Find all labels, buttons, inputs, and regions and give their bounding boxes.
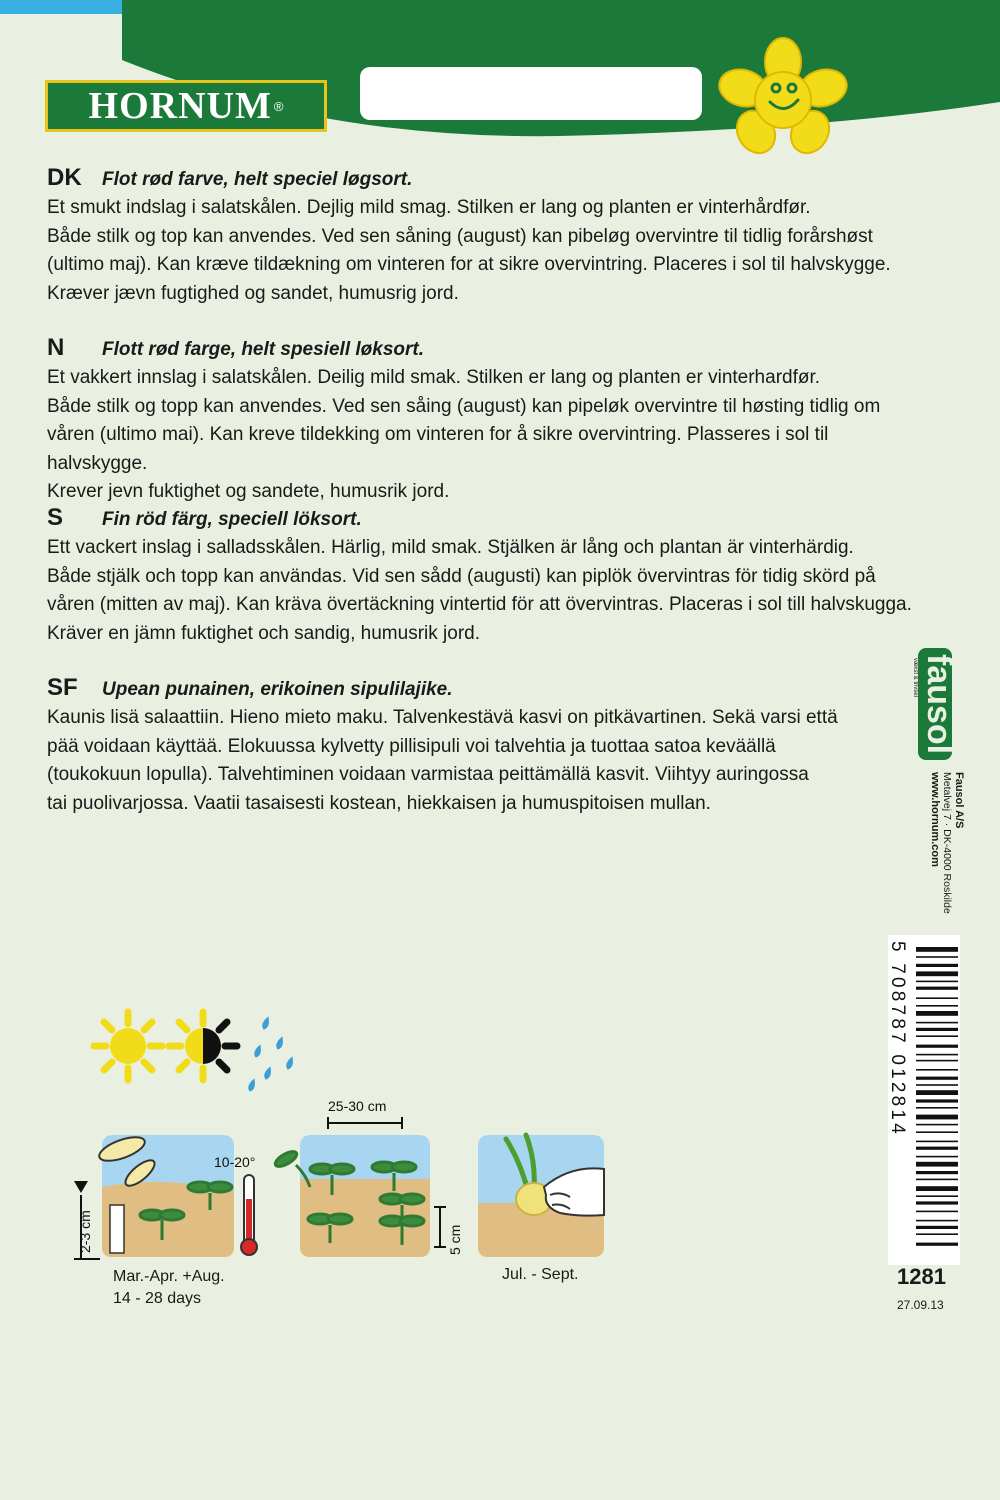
row-depth-label: 5 cm	[447, 1224, 463, 1255]
flower-mascot-icon	[718, 40, 848, 155]
language-code: SF	[47, 674, 78, 701]
brand-name: HORNUM	[88, 85, 272, 127]
company-website: www.hornum.com	[929, 772, 941, 867]
language-code: N	[47, 334, 65, 361]
body-line: Ett vackert inslag i salladsskålen. Härlig, mild smak. Stjälken är lång och plantan är vinterhärdig.	[47, 537, 854, 558]
sowing-panel	[74, 1132, 234, 1259]
section-s	[47, 504, 927, 648]
germination-time: 14 - 28 days	[113, 1290, 202, 1307]
print-date: 27.09.13	[897, 1298, 944, 1312]
body-line: Både stilk og top kan anvendes. Ved sen såning (august) kan pibeløg overvintre til tidlig forårshøst	[47, 225, 873, 247]
company-name: Fausol A/S	[953, 772, 965, 829]
hornum-logo	[45, 80, 327, 132]
body-line: Kræver jævn fugtighed og sandet, humusrig jord.	[47, 282, 459, 304]
distributor-block	[900, 640, 965, 940]
registered-mark: ®	[273, 98, 284, 114]
body-line: (ultimo maj). Kan kræve tildækning om vinteren for at sikre overvintring. Placeres i sol til halvskygge.	[47, 254, 891, 275]
body-line: pää voidaan käyttää. Elokuussa kylvetty pillisipuli voi talvehtia ja tuottaa satoa keväällä	[47, 735, 776, 757]
fausol-tagline: vækst & trivsel	[912, 658, 918, 698]
section-body	[47, 534, 927, 648]
harvest-period: Jul. - Sept.	[502, 1266, 579, 1283]
depth-label: 2-3 cm	[77, 1210, 93, 1253]
company-address: Metalvej 7 · DK-4000 Roskilde	[941, 772, 953, 914]
half-sun-icon	[169, 1012, 237, 1080]
language-code: DK	[47, 164, 82, 191]
variety-name-box	[360, 67, 702, 120]
section-n	[47, 334, 927, 507]
body-line: Et vakkert innslag i salatskålen. Deilig mild smak. Stilken er lang og planten er vinterhardfør.	[47, 367, 821, 388]
barcode	[888, 935, 960, 1265]
body-line: våren (mitten av maj). Kan kräva övertäckning vintertid för att övervintras. Placeras i sol till halvskugga.	[47, 594, 912, 615]
harvest-panel	[478, 1135, 604, 1257]
section-subtitle: Fin röd färg, speciell löksort.	[102, 509, 362, 530]
barcode-digits: 5 708787 012814	[887, 941, 908, 1137]
body-line: Et smukt indslag i salatskålen. Dejlig mild smag. Stilken er lang og planten er vinterhårdfør.	[47, 197, 811, 218]
section-body	[47, 194, 927, 308]
water-drops-icon	[247, 1015, 295, 1092]
section-body	[47, 704, 927, 818]
language-code: S	[47, 504, 64, 531]
body-line: tai puolivarjossa. Vaatii tasaisesti kostean, hiekkaisen ja humuspitoisen mullan.	[47, 792, 711, 814]
body-line: Krever jevn fuktighet og sandete, humusrik jord.	[47, 481, 450, 502]
section-subtitle: Flot rød farve, helt speciel løgsort.	[102, 169, 413, 190]
temperature-label: 10-20°	[214, 1154, 256, 1170]
body-line: Kaunis lisä salaattiin. Hieno mieto maku. Talvenkestävä kasvi on pitkävartinen. Sekä varsi että	[47, 707, 838, 728]
full-sun-icon	[94, 1012, 162, 1080]
body-line: Kräver en jämn fuktighet och sandig, humusrik jord.	[47, 622, 480, 644]
section-body	[47, 364, 927, 507]
thermometer-icon	[241, 1175, 257, 1255]
section-subtitle: Flott rød farge, helt spesiell løksort.	[102, 339, 424, 360]
body-line: våren (ultimo mai). Kan kreve tildekking om vinteren for å sikre overvintring. Plasseres i sol til halvskygge.	[47, 424, 829, 474]
section-dk	[47, 164, 927, 308]
spacing-label: 25-30 cm	[328, 1098, 387, 1114]
fausol-logo: fausol	[920, 654, 958, 755]
body-line: (toukokuun lopulla). Talvehtiminen voidaan varmistaa peittämällä kasvit. Viihtyy auringossa	[47, 764, 809, 785]
spacing-panel	[273, 1117, 463, 1257]
body-line: Både stjälk och topp kan användas. Vid sen sådd (augusti) kan piplök övervintras för tidig skörd på	[47, 565, 876, 587]
sowing-period: Mar.-Apr. +Aug.	[113, 1268, 225, 1285]
section-subtitle: Upean punainen, erikoinen sipulilajike.	[102, 679, 453, 700]
product-code: 1281	[897, 1264, 946, 1289]
body-line: Både stilk og topp kan anvendes. Ved sen såing (august) kan pipeløk overvintre til høsting tidlig om	[47, 395, 881, 417]
sowing-diagram	[60, 1095, 660, 1260]
section-sf	[47, 674, 927, 818]
